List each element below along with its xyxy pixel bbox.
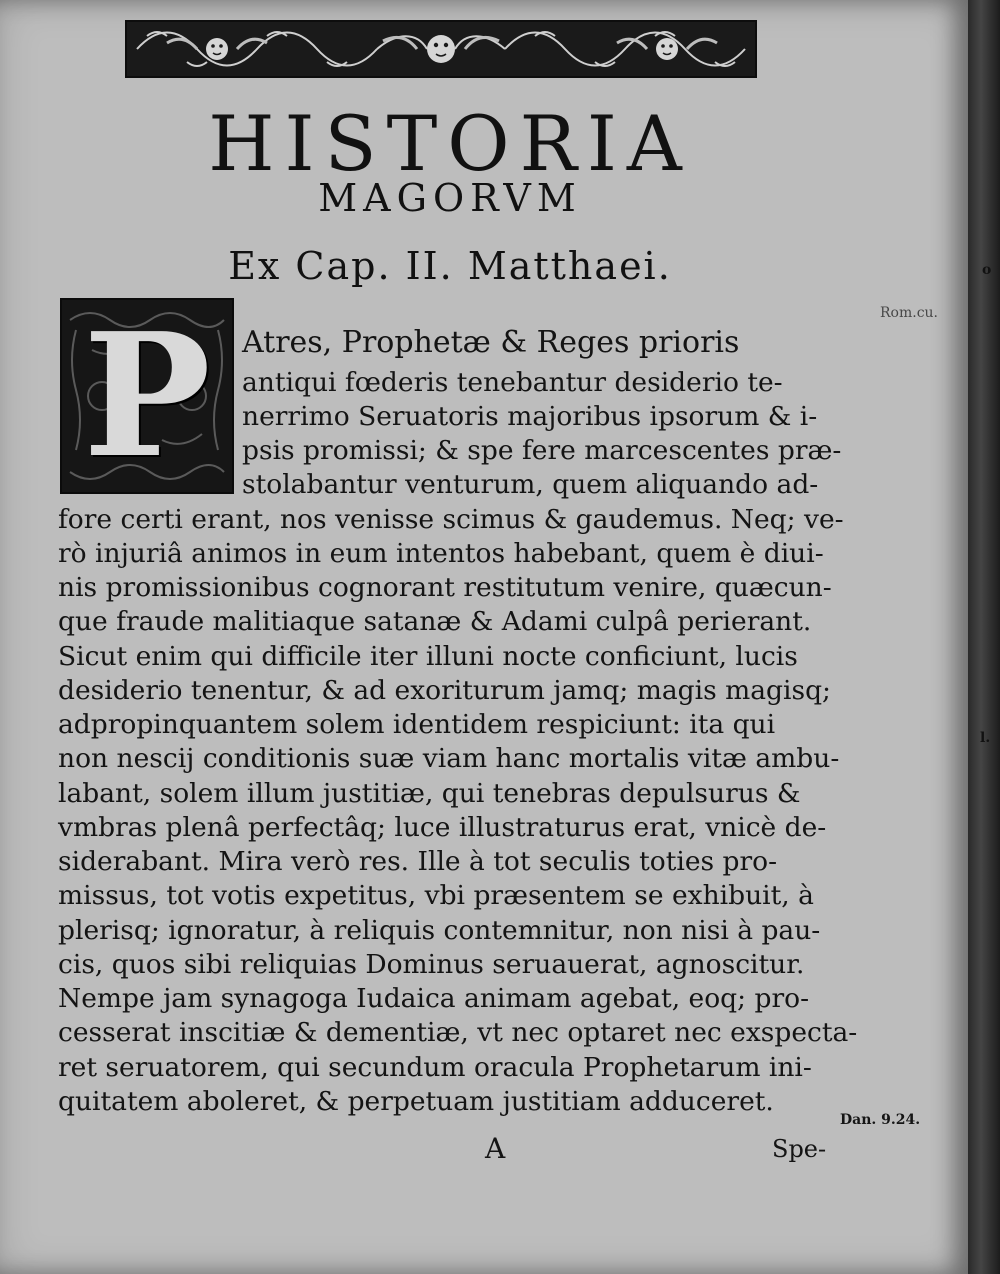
text-line: desiderio tenentur, & ad exoriturum jamq; magis magisq;	[58, 675, 831, 706]
headpiece-ornament	[127, 22, 755, 76]
page-title: HISTORIA	[208, 99, 692, 188]
edge-mark: l.	[980, 730, 991, 746]
text-line: Sicut enim qui difficile iter illuni nocte conficiunt, lucis	[58, 641, 798, 672]
text-line: plerisq; ignoratur, à reliquis contemnitur, non nisi à pau-	[58, 915, 821, 946]
text-line: non nescij conditionis suæ viam hanc mortalis vitæ ambu-	[58, 743, 840, 774]
marginal-note: Dan. 9.24.	[840, 1112, 921, 1128]
text-line: fore certi erant, nos venisse scimus & gaudemus. Neq; ve-	[58, 504, 844, 535]
text-line: cesserat inscitiæ & dementiæ, vt nec optaret nec exspecta-	[58, 1017, 858, 1048]
edge-mark: o	[982, 262, 992, 278]
text-line: Nempe jam synagoga Iudaica animam agebat, eoq; pro-	[58, 983, 810, 1014]
text-line: que fraude malitiaque satanæ & Adami culpâ perierant.	[58, 606, 812, 637]
marginal-note-bleed: Rom.cu.	[880, 305, 939, 321]
text-line: cis, quos sibi reliquias Dominus seruauerat, agnoscitur.	[58, 949, 805, 980]
text-line: nis promissionibus cognorant restitutum venire, quæcun-	[58, 572, 832, 603]
text-line: missus, tot votis expetitus, vbi præsentem se exhibuit, à	[58, 880, 814, 911]
text-line: Atres, Prophetæ & Reges prioris	[242, 325, 740, 360]
text-line: quitatem aboleret, & perpetuam justitiam adduceret.	[58, 1086, 774, 1117]
initial-letter: P	[83, 296, 211, 496]
text-line: siderabant. Mira verò res. Ille à tot seculis toties pro-	[58, 846, 778, 877]
text-line: rò injuriâ animos in eum intentos habebant, quem è diui-	[58, 538, 824, 569]
book-gutter-edge	[968, 0, 1000, 1274]
text-line: antiqui fœderis tenebantur desiderio te-	[242, 367, 783, 398]
text-line: nerrimo Seruatoris majoribus ipsorum & i-	[242, 401, 818, 432]
text-line: labant, solem illum justitiæ, qui tenebras depulsurus &	[58, 778, 801, 809]
signature-mark: A	[485, 1132, 506, 1165]
chapter-heading: Ex Cap. II. Matthaei.	[228, 244, 672, 288]
text-line: adpropinquantem solem identidem respiciunt: ita qui	[58, 709, 776, 740]
text-line: psis promissi; & spe fere marcescentes præ-	[242, 435, 842, 466]
ornamental-headpiece	[125, 20, 757, 78]
page-subtitle: MAGORVM	[318, 176, 582, 220]
text-line: stolabantur venturum, quem aliquando ad-	[242, 469, 819, 500]
text-line: vmbras plenâ perfectâq; luce illustraturus erat, vnicè de-	[58, 812, 827, 843]
catchword: Spe-	[772, 1135, 827, 1163]
decorated-initial	[60, 298, 234, 494]
text-line: ret seruatorem, qui secundum oracula Prophetarum ini-	[58, 1052, 812, 1083]
